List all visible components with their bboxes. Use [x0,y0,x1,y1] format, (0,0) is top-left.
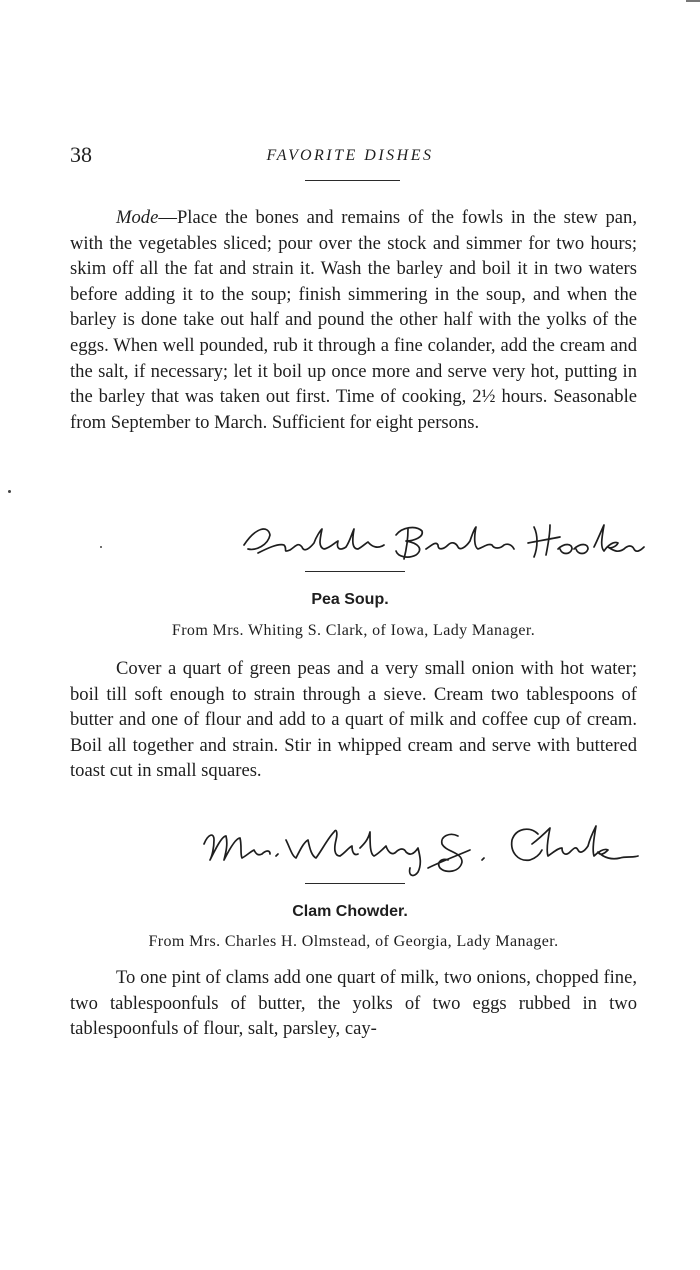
recipe-body: To one pint of clams add one quart of milk, two onions, chopped fine, two tablespoonfuls of butter, the yolks of two eggs rubbed in two tablespoonfuls of flour, salt, parsley, cay- [70,967,637,1040]
mode-text: —Place the bones and remains of the fowls in the stew pan, with the vegetables sliced; pour over the stock and simmer for two hours; skim off all the fat and strain it. Wash the barley and boil it in two waters before adding it to the soup; finish simmering in the soup, and when the barley is done take out half and pound the other half with the yolks of the eggs. When well pounded, rub it through a fine colander, add the cream and the salt, if necessary; let it boil up once more and serve very hot, putting in the barley that was taken out first. Time of cooking, 2½ hours. Seasonable from September to March. Sufficient for eight persons. [70,207,637,433]
recipe-title: Clam Chowder. [292,903,408,920]
running-head: FAVORITE DISHES [266,147,434,164]
section-rule [305,571,405,572]
page-number: 38 [70,142,92,167]
recipe-title: Pea Soup. [311,591,389,608]
mode-lead: Mode [116,207,159,228]
section-rule [305,883,405,884]
recipe-attribution: From Mrs. Charles H. Olmstead, of Georgia, Lady Manager. [148,933,559,950]
header-rule [305,180,400,181]
stray-mark [8,490,11,493]
signature-isabella-beecher-hooker [238,515,648,567]
mode-paragraph [70,205,637,435]
recipe-body: Cover a quart of green peas and a very small onion with hot water; boil till soft enough to strain through a sieve. Cream two tablespoons of butter and one of flour and add to a quart of milk and coffee cup of cream. Boil all together and strain. Stir in whipped cream and serve with buttered toast cut in small squares. [70,658,637,782]
stray-mark [100,546,102,548]
scan-edge-mark [686,0,700,2]
signature-mrs-whiting-s-clark [200,818,640,884]
recipe-attribution: From Mrs. Whiting S. Clark, of Iowa, Lady Manager. [171,622,536,639]
